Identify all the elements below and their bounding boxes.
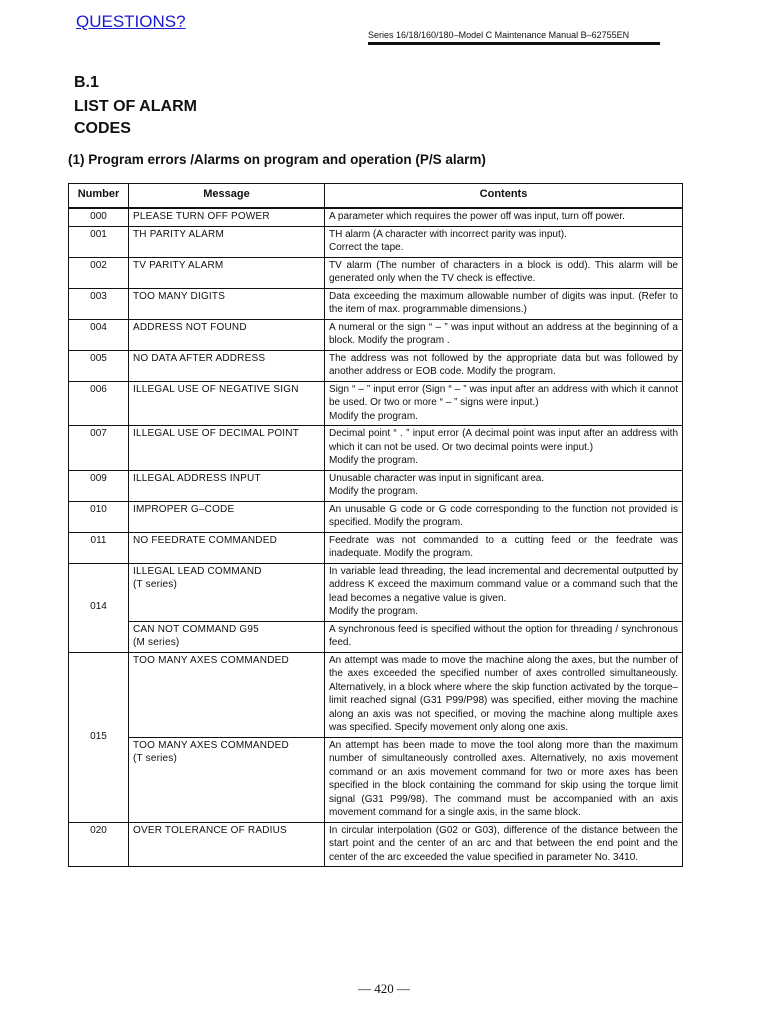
table-header-row (69, 184, 683, 209)
table-row (69, 426, 683, 471)
message-line: (M series) (133, 637, 180, 648)
message-line: ILLEGAL USE OF NEGATIVE SIGN (133, 383, 299, 395)
table-row (69, 208, 683, 226)
contents-line: An attempt has been made to move the tool along more than the maximum number of simultaneously controlled axes. Alternatively, no axis movement command or an axis movement command for two or more axes has been specified in the block containing the command for skip using the torque limit signal (G31 P99/98). The command must be accompanied with an axis movement command for a single axis, in the same block. (329, 739, 678, 818)
contents-line: A numeral or the sign “ – ” was input without an address at the beginning of a block. Modify the program . (329, 321, 678, 346)
alarm-number: 006 (69, 381, 129, 426)
header-contents: Contents (325, 184, 683, 209)
alarm-number: 011 (69, 532, 129, 563)
contents-line: Modify the program. (329, 606, 418, 617)
alarm-contents (325, 381, 683, 426)
alarm-number: 007 (69, 426, 129, 471)
alarm-contents (325, 350, 683, 381)
alarm-message (129, 501, 325, 532)
contents-line: In variable lead threading, the lead incremental and decremental outputted by address K exceed the maximum command value or a command such that the lead becomes a negative value is given. (329, 565, 678, 604)
alarm-message (129, 470, 325, 501)
contents-line: Unusable character was input in significant area. (329, 472, 545, 484)
alarm-contents (325, 470, 683, 501)
message-line: TH PARITY ALARM (133, 228, 224, 240)
alarm-number: 015 (69, 652, 129, 822)
alarm-contents (325, 226, 683, 257)
contents-line: In circular interpolation (G02 or G03), difference of the distance between the start point and the center of an arc and that between the end point and the center of the arc exceeded the value specified in parameter No. 3410. (329, 824, 678, 863)
message-line: TOO MANY DIGITS (133, 290, 226, 302)
contents-line: Sign “ – ” input error (Sign “ – ” was input after an address with which it cannot be used. Or two or more “ – ” signs were input.) (329, 383, 678, 408)
contents-line: The address was not followed by the appropriate data but was followed by another address or EOB code. Modify the program. (329, 352, 678, 377)
alarm-message (129, 226, 325, 257)
alarm-message (129, 426, 325, 471)
contents-line: TH alarm (A character with incorrect parity was input). (329, 228, 567, 240)
contents-line: An attempt was made to move the machine along the axes, but the number of the axes exceeded the specified number of axes controlled simultaneously. Alternatively, in a block where where the skip function activated by the torque–limit reached signal (G31 P99/P98) was specified, either moving the machine along an axis was not specified, or moving the machine along multiple axes was specified. Specify movement only along one axis. (329, 654, 678, 733)
alarm-message (129, 621, 325, 652)
alarm-message (129, 532, 325, 563)
alarm-contents (325, 563, 683, 621)
contents-line: TV alarm (The number of characters in a block is odd). This alarm will be generated only when the TV check is effective. (329, 259, 678, 284)
alarm-message (129, 257, 325, 288)
table-row (69, 532, 683, 563)
contents-line: Correct the tape. (329, 242, 404, 253)
questions-link[interactable]: QUESTIONS? (76, 12, 186, 31)
message-line: NO FEEDRATE COMMANDED (133, 534, 278, 546)
contents-line: Decimal point “ . ” input error (A decimal point was input after an address with which it can not be used. Or two decimal points were input.) (329, 428, 678, 453)
alarm-contents (325, 288, 683, 319)
page-number: — 420 — (358, 981, 410, 996)
message-line: ADDRESS NOT FOUND (133, 321, 247, 333)
alarm-number: 009 (69, 470, 129, 501)
table-row (69, 621, 683, 652)
alarm-message (129, 737, 325, 822)
contents-line: Data exceeding the maximum allowable number of digits was input. (Refer to the item of max. programmable dimensions.) (329, 290, 678, 315)
table-row (69, 501, 683, 532)
alarm-contents (325, 501, 683, 532)
alarm-message (129, 288, 325, 319)
alarm-contents (325, 257, 683, 288)
message-line: ILLEGAL LEAD COMMAND (133, 565, 262, 577)
table-row (69, 563, 683, 621)
subsection-title: (1) Program errors /Alarms on program and operation (P/S alarm) (68, 152, 486, 167)
alarm-message (129, 563, 325, 621)
table-row (69, 226, 683, 257)
alarm-number: 010 (69, 501, 129, 532)
alarm-number: 014 (69, 563, 129, 652)
alarm-message (129, 319, 325, 350)
manual-title: Series 16/18/160/180–Model C Maintenance Manual B–62755EN (368, 30, 630, 40)
message-line: TOO MANY AXES COMMANDED (133, 739, 289, 751)
message-line: (T series) (133, 579, 178, 590)
alarm-contents (325, 737, 683, 822)
table-row (69, 288, 683, 319)
message-line: IMPROPER G–CODE (133, 503, 235, 515)
header-rule (368, 42, 660, 45)
header-number: Number (69, 184, 129, 209)
alarm-number: 020 (69, 822, 129, 867)
alarm-table (68, 183, 683, 867)
contents-line: Modify the program. (329, 486, 418, 497)
message-line: TOO MANY AXES COMMANDED (133, 654, 289, 666)
contents-line: An unusable G code or G code corresponding to the function not provided is specified. Modify the program. (329, 503, 678, 528)
contents-line: A synchronous feed is specified without the option for threading / synchronous feed. (329, 623, 678, 648)
table-row (69, 737, 683, 822)
contents-line: Feedrate was not commanded to a cutting feed or the feedrate was inadequate. Modify the program. (329, 534, 678, 559)
alarm-number: 004 (69, 319, 129, 350)
alarm-number: 005 (69, 350, 129, 381)
alarm-contents (325, 319, 683, 350)
alarm-message (129, 381, 325, 426)
contents-line: Modify the program. (329, 455, 418, 466)
alarm-contents (325, 426, 683, 471)
alarm-number: 002 (69, 257, 129, 288)
table-row (69, 822, 683, 867)
alarm-message (129, 652, 325, 737)
alarm-number: 003 (69, 288, 129, 319)
message-line: OVER TOLERANCE OF RADIUS (133, 824, 287, 836)
alarm-contents (325, 532, 683, 563)
message-line: TV PARITY ALARM (133, 259, 224, 271)
table-row (69, 350, 683, 381)
alarm-contents (325, 652, 683, 737)
alarm-contents (325, 621, 683, 652)
message-line: ILLEGAL USE OF DECIMAL POINT (133, 428, 300, 439)
message-line: NO DATA AFTER ADDRESS (133, 352, 266, 364)
table-row (69, 257, 683, 288)
alarm-message (129, 208, 325, 226)
section-title: LIST OF ALARM CODES (74, 98, 197, 137)
message-line: PLEASE TURN OFF POWER (133, 211, 270, 222)
alarm-contents (325, 208, 683, 226)
alarm-message (129, 350, 325, 381)
table-row (69, 319, 683, 350)
alarm-message (129, 822, 325, 867)
contents-line: A parameter which requires the power off was input, turn off power. (329, 211, 625, 222)
alarm-number: 000 (69, 208, 129, 226)
header-message: Message (129, 184, 325, 209)
alarm-number: 001 (69, 226, 129, 257)
message-line: ILLEGAL ADDRESS INPUT (133, 472, 261, 484)
section-number: B.1 (74, 74, 99, 91)
contents-line: Modify the program. (329, 410, 418, 422)
message-line: CAN NOT COMMAND G95 (133, 623, 259, 635)
alarm-contents (325, 822, 683, 867)
table-row (69, 381, 683, 426)
table-row (69, 470, 683, 501)
message-line: (T series) (133, 753, 178, 764)
table-row (69, 652, 683, 737)
